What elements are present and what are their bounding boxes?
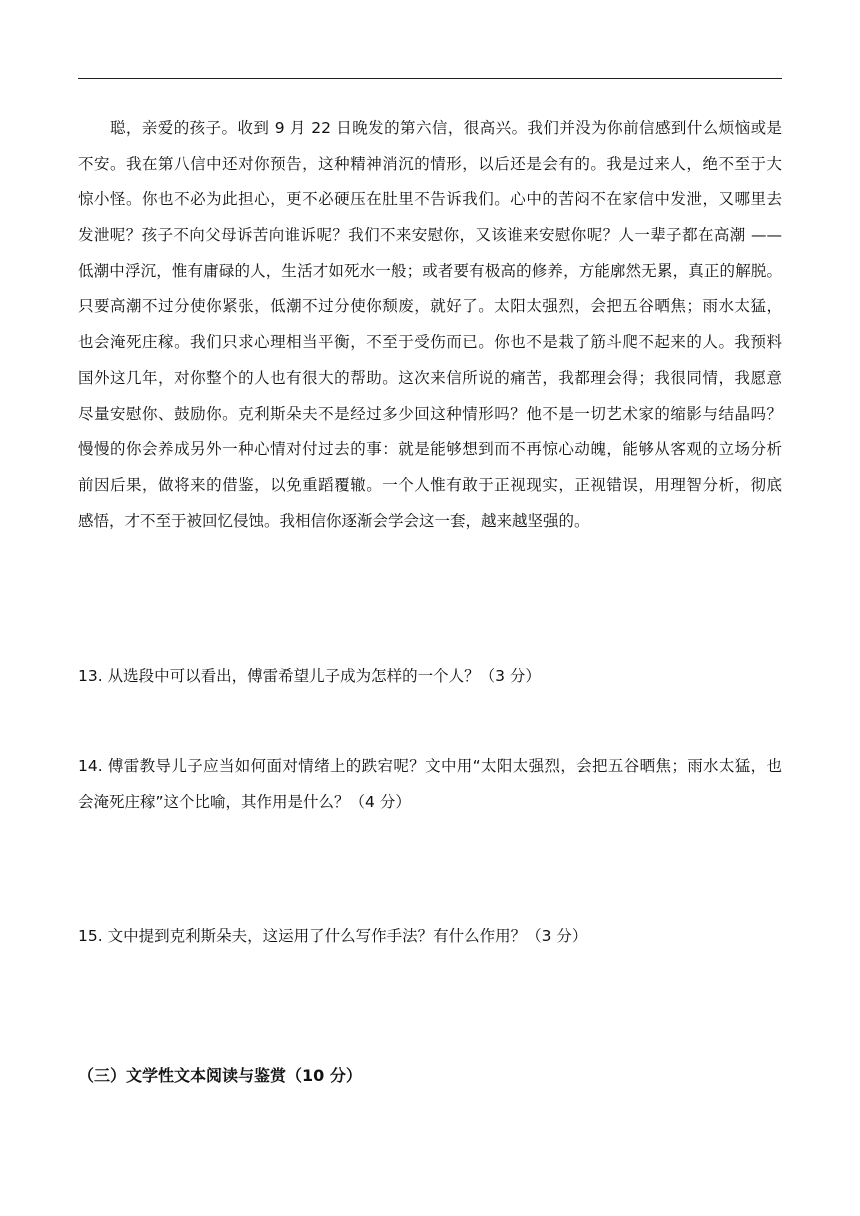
passage-line: 感悟，才不至于被回忆侵蚀。我相信你逐渐会学会这一套，越来越坚强的。 [78, 511, 590, 530]
passage-line: 尽量安慰你、鼓励你。克利斯朵夫不是经过多少回这种情形吗？他不是一切艺术家的缩影与结晶吗？ [78, 404, 782, 423]
passage-line: 也会淹死庄稼。我们只求心理相当平衡，不至于受伤而已。你也不是栽了筋斗爬不起来的人。我预料 [78, 333, 782, 352]
question-13 [78, 659, 782, 695]
passage-line: 惊小怪。你也不必为此担心，更不必硬压在肚里不告诉我们。心中的苦闷不在家信中发泄，又哪里去 [78, 190, 782, 209]
question-14 [78, 749, 782, 820]
passage-line: 发泄呢？孩子不向父母诉苦向谁诉呢？我们不来安慰你，又该谁来安慰你呢？人一辈子都在高潮 —— [78, 226, 782, 245]
passage-line: 只要高潮不过分使你紧张，低潮不过分使你颓废，就好了。太阳太强烈，会把五谷晒焦；雨水太猛， [78, 297, 782, 316]
question-15 [78, 919, 782, 955]
passage-line: 慢慢的你会养成另外一种心情对付过去的事：就是能够想到而不再惊心动魄，能够从客观的立场分析 [78, 440, 782, 459]
passage-line: 前因后果，做将来的借鉴，以免重蹈覆辙。一个人惟有敢于正视现实，正视错误，用理智分析，彻底 [78, 475, 782, 494]
passage-line: 不安。我在第八信中还对你预告，这种精神消沉的情形，以后还是会有的。我是过来人，绝不至于大 [78, 154, 782, 173]
section-heading: （三）文学性文本阅读与鉴赏（10 分） [78, 1066, 362, 1085]
answer-area-15[interactable] [78, 960, 782, 1055]
question-text: 会淹死庄稼”这个比喻，其作用是什么？（4 分） [78, 792, 411, 811]
passage-line: 国外这几年，对你整个的人也有很大的帮助。这次来信所说的痛苦，我都理会得；我很同情，我愿意 [78, 368, 782, 387]
question-text: 15. 文中提到克利斯朵夫，这运用了什么写作手法？有什么作用？（3 分） [78, 927, 588, 945]
passage-line: 聪，亲爱的孩子。收到 9 月 22 日晚发的第六信，很高兴。我们并没为你前信感到什么烦恼或是 [110, 119, 782, 137]
question-text: 14. 傅雷教导儿子应当如何面对情绪上的跌宕呢？文中用“太阳太强烈，会把五谷晒焦；雨水太猛，也 [78, 757, 782, 775]
header-rule [78, 78, 782, 79]
answer-area-14[interactable] [78, 830, 782, 920]
question-text: 13. 从选段中可以看出，傅雷希望儿子成为怎样的一个人？（3 分） [78, 667, 541, 685]
passage-line: 低潮中浮沉，惟有庸碌的人，生活才如死水一般；或者要有极高的修养，方能廓然无累，真正的解脱。 [78, 261, 782, 280]
letter-passage [78, 111, 782, 539]
